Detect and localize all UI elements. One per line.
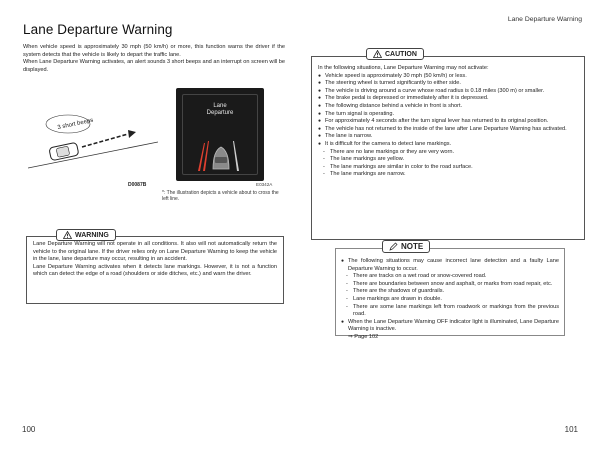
- cluster-label: Lane Departure: [206, 103, 234, 116]
- list-item: ● Vehicle speed is approximately 30 mph (50 km/h) or less.: [318, 73, 578, 81]
- list-item: - There are boundaries between snow and asphalt, or marks from road repair, etc.: [341, 281, 559, 289]
- caution-list: [318, 73, 578, 149]
- warning-icon: [373, 50, 382, 58]
- list-item: - The lane markings are similar in color to the road surface.: [318, 164, 578, 172]
- figure-code: D0087B: [128, 182, 147, 188]
- lane-crossing-illustration: [28, 112, 158, 180]
- list-item: ● The vehicle has not returned to the inside of the lane after Lane Departure Warning has activated.: [318, 126, 578, 134]
- figure-code: E0342A: [256, 182, 273, 187]
- warning-paragraph: Lane Departure Warning activates when it detects lane markings. However, it is not a function which can detect the edge of a road (shoulders or side ditches, etc.) and warn the driver.: [33, 263, 277, 278]
- page-number-left: 100: [22, 425, 36, 434]
- warning-paragraph: Lane Departure Warning will not operate in all conditions. It also will not automatically return the vehicle to the original lane. If the driver relies only on Lane Departure Warning to keep the vehicle in the lane, lane departure may occur, resulting in an accident.: [33, 241, 277, 263]
- caution-intro: In the following situations, Lane Departure Warning may not activate:: [318, 65, 489, 71]
- cluster-display: [176, 88, 264, 181]
- list-item: ● For approximately 4 seconds after the turn signal lever has returned to its original position.: [318, 118, 578, 126]
- list-item: ● The brake pedal is depressed or immediately after it is depressed.: [318, 95, 578, 103]
- list-item: - There are tracks on a wet road or snow-covered road.: [341, 273, 559, 281]
- lane-line: [28, 142, 158, 168]
- warning-label: WARNING: [56, 229, 116, 241]
- intro-text: [23, 44, 285, 74]
- list-item: ● The steering wheel is turned significantly to either side.: [318, 80, 578, 88]
- note-list: [341, 319, 559, 334]
- caution-label: CAUTION: [366, 48, 424, 60]
- list-item: ● The turn signal is operating.: [318, 111, 578, 119]
- running-header: Lane Departure Warning: [507, 16, 582, 23]
- car-icon: [49, 142, 79, 161]
- caution-sublist: [318, 149, 578, 179]
- caution-box: [311, 56, 585, 240]
- page-number-right: 101: [564, 425, 578, 434]
- note-sublist: [341, 273, 559, 319]
- direction-arrow-icon: [82, 130, 136, 147]
- warning-icon: [63, 231, 72, 239]
- beeps-label: 3 short beeps: [57, 117, 94, 132]
- list-item: - The lane markings are yellow.: [318, 156, 578, 164]
- note-box: [335, 248, 565, 340]
- list-item: - Lane markings are drawn in double.: [341, 296, 559, 304]
- note-list: [341, 258, 559, 273]
- intro-paragraph: When vehicle speed is approximately 30 mph (50 km/h) or more, this function warns the driver if the system detects that the vehicle is likely to depart the traffic lane.: [23, 44, 285, 58]
- page-reference-link[interactable]: ⇒ Page 102: [348, 333, 379, 340]
- cluster-screen: [182, 94, 258, 175]
- list-item: ● The lane is narrow.: [318, 133, 578, 141]
- list-item: - There are the shadows of guardrails.: [341, 288, 559, 296]
- list-item: ● The vehicle is driving around a curve whose road radius is 0.18 miles (300 m) or smaller.: [318, 88, 578, 96]
- list-item: - There are some lane markings left from roadwork or markings from the previous road.: [341, 304, 559, 319]
- list-item: - The lane markings are narrow.: [318, 171, 578, 179]
- list-item: ● When the Lane Departure Warning OFF indicator light is illuminated, Lane Departure Warning is inactive.: [341, 319, 559, 334]
- list-item: ● It is difficult for the camera to detect lane markings.: [318, 141, 578, 149]
- list-item: ● The following situations may cause incorrect lane detection and a faulty Lane Departure Warning to occur.: [341, 258, 559, 273]
- page-title: Lane Departure Warning: [23, 22, 173, 37]
- list-item: ● The following distance behind a vehicle in front is short.: [318, 103, 578, 111]
- warning-box: [26, 236, 284, 304]
- note-label: NOTE: [382, 240, 430, 253]
- lane-departure-icon: [183, 121, 259, 175]
- list-item: - There are no lane markings or they are very worn.: [318, 149, 578, 157]
- pencil-icon: [389, 242, 398, 251]
- intro-paragraph: When Lane Departure Warning activates, an alert sounds 3 short beeps and an interrupt on screen will be displayed.: [23, 59, 285, 73]
- illustration-note: *: The illustration depicts a vehicle about to cross the left line.: [162, 190, 279, 203]
